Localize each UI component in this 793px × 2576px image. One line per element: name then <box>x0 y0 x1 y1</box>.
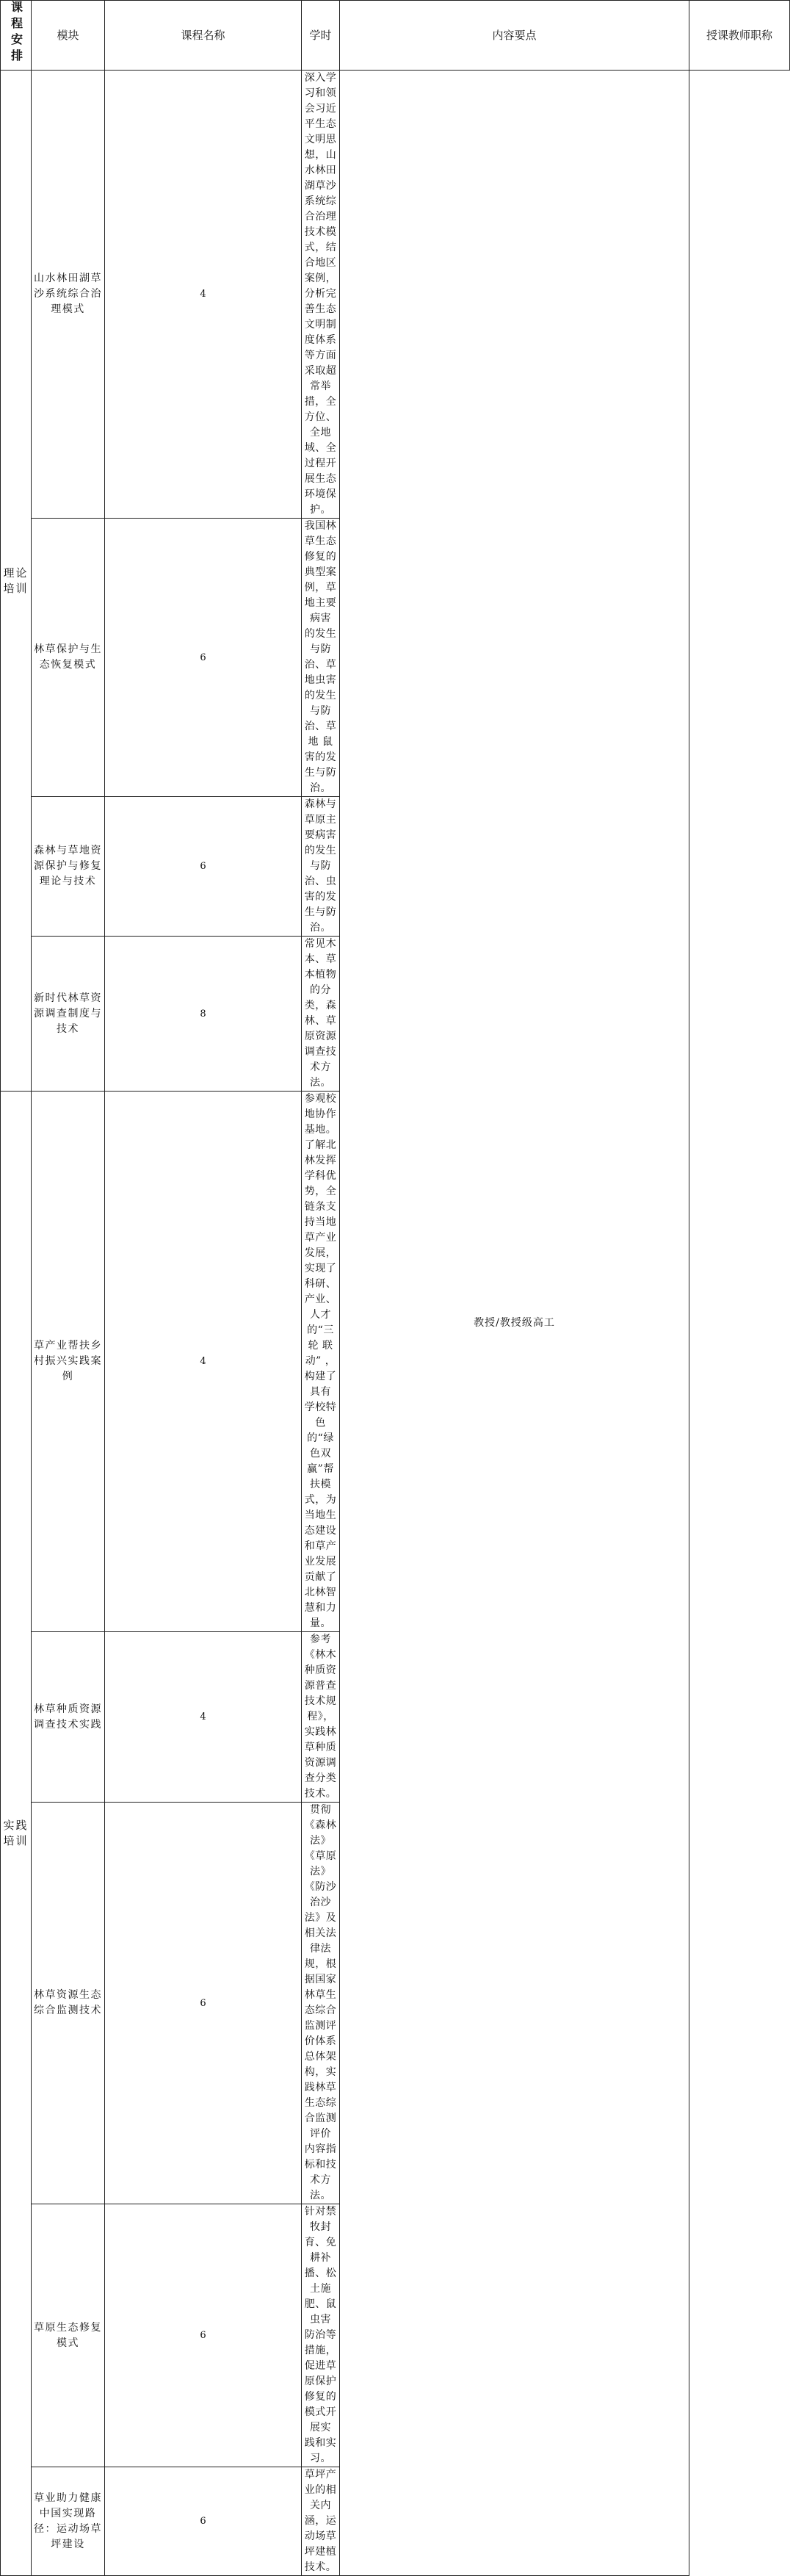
course-content: 针对禁牧封育、免耕补播、松土施肥、鼠虫害 防治等措施，促进草原保护修复的模式开展实 践和实习。 <box>302 2204 340 2467</box>
course-content: 森林与草原主要病害的发生与防治、虫害的发 生与防治。 <box>302 797 340 937</box>
course-name: 草原生态修复模式 <box>32 2204 105 2467</box>
course-content: 我国林草生态修复的典型案例，草地主要病害 的发生与防治、草地虫害的发生与防治、草地 鼠害的发生与防治。 <box>302 519 340 797</box>
course-hours: 4 <box>105 1092 302 1632</box>
course-content: 常见木本、草本植物的分类，森林、草原资源 调查技术方法。 <box>302 937 340 1092</box>
table-row <box>1 71 790 519</box>
course-hours: 4 <box>105 71 302 519</box>
course-name: 森林与草地资源保护与修复理论与技术 <box>32 797 105 937</box>
header-hours: 学时 <box>302 1 340 71</box>
course-hours: 6 <box>105 2467 302 2576</box>
teacher-title: 教授/教授级高工 <box>340 71 689 2576</box>
course-name: 草业助力健康中国实现路径：运动场草坪建设 <box>32 2467 105 2576</box>
course-hours: 6 <box>105 1803 302 2204</box>
header-module: 模块 <box>32 1 105 71</box>
course-hours: 6 <box>105 2204 302 2467</box>
course-name: 新时代林草资源调查制度与技术 <box>32 937 105 1092</box>
course-name: 林草种质资源调查技术实践 <box>32 1632 105 1803</box>
course-content: 贯彻《森林法》《草原法》《防沙治沙法》及 相关法律法规，根据国家林草生态综合监测评 价体系总体架构，实践林草生态综合监测评价 内容指标和技术方法。 <box>302 1803 340 2204</box>
course-hours: 4 <box>105 1632 302 1803</box>
header-row <box>1 1 790 71</box>
course-content: 参考《林木种质资源普查技术规程》，实践林 草种质资源调查分类技术。 <box>302 1632 340 1803</box>
module-theory: 理论培训 <box>1 71 32 1092</box>
header-teacher-title: 授课教师职称 <box>689 1 790 71</box>
module-practice: 实践培训 <box>1 1092 32 2576</box>
course-name: 草产业帮扶乡村振兴实践案例 <box>32 1092 105 1632</box>
side-label: 课程安排 <box>9 1 23 65</box>
course-content: 草坪产业的相关内涵，运动场草坪建植技术。 <box>302 2467 340 2576</box>
course-name: 林草保护与生态恢复模式 <box>32 519 105 797</box>
header-course-name: 课程名称 <box>105 1 302 71</box>
course-name: 山水林田湖草沙系统综合治理模式 <box>32 71 105 519</box>
course-content: 深入学习和领会习近平生态文明思想，山水林田湖草沙系统综合治理技术模式，结合地区案例，分析完善生态文明制度体系等方面采取超常举措，全方位、全地域、全过程开展生态环境保护。 <box>302 71 340 519</box>
side-label-cell <box>1 1 32 71</box>
course-hours: 6 <box>105 519 302 797</box>
course-hours: 6 <box>105 797 302 937</box>
header-content: 内容要点 <box>340 1 689 71</box>
course-name: 林草资源生态综合监测技术 <box>32 1803 105 2204</box>
course-content: 参观校地协作基地。了解北林发挥学科优势，全链条支持当地草产业发展，实现了科研、产业、人才的“三轮 联动” ，构建了具有 学校特色的“绿色双赢”帮扶模式，为当地生态建设和草产业发展贡献了北林智慧和力量。 <box>302 1092 340 1632</box>
course-hours: 8 <box>105 937 302 1092</box>
